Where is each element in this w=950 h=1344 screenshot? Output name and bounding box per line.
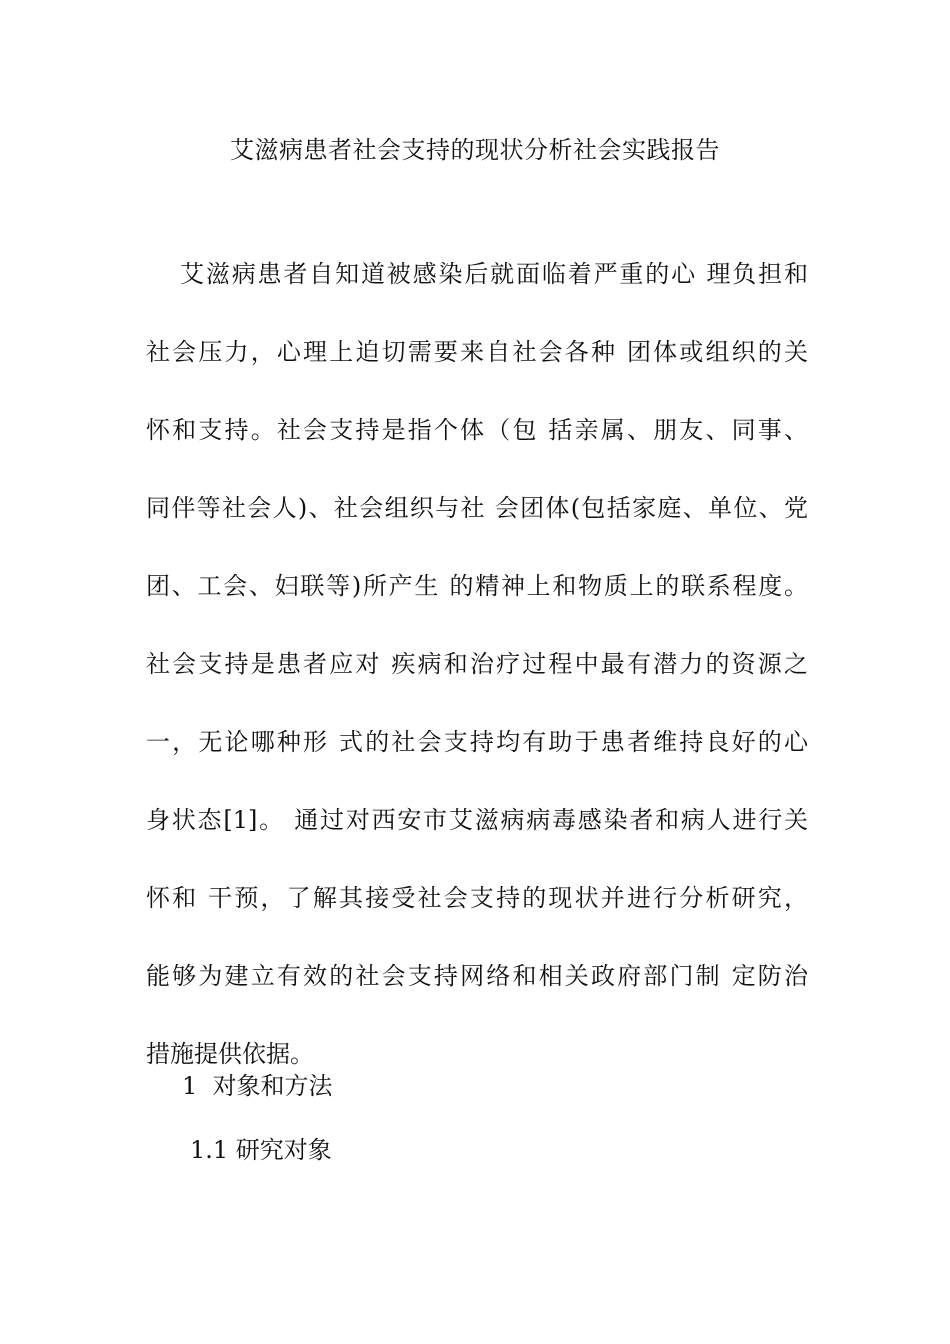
paragraph-line: 能够为建立有效的社会支持网络和相关政府部门制 定防治 bbox=[146, 962, 808, 990]
paragraph-line: 怀和 干预，了解其接受社会支持的现状并进行分析研究， bbox=[146, 884, 808, 912]
paragraph-line: 团、工会、妇联等)所产生 的精神上和物质上的联系程度。 bbox=[146, 572, 808, 600]
paragraph-line: 一，无论哪种形 式的社会支持均有助于患者维持良好的心 bbox=[146, 728, 808, 756]
intro-paragraph bbox=[146, 254, 808, 1068]
paragraph-line: 同伴等社会人)、社会组织与社 会团体(包括家庭、单位、党 bbox=[146, 494, 808, 522]
paragraph-line: 社会支持是患者应对 疾病和治疗过程中最有潜力的资源之 bbox=[146, 650, 808, 678]
subsection-heading: 1.1 研究对象 bbox=[190, 1136, 332, 1164]
paragraph-line: 怀和支持。社会支持是指个体（包 括亲属、朋友、同事、 bbox=[146, 416, 808, 444]
paragraph-line: 艾滋病患者自知道被感染后就面临着严重的心 理负担和 bbox=[180, 260, 808, 288]
paragraph-line: 身状态[1]。 通过对西安市艾滋病病毒感染者和病人进行关 bbox=[146, 806, 808, 834]
section-heading: 1 对象和方法 bbox=[182, 1072, 333, 1100]
paragraph-line: 社会压力，心理上迫切需要来自社会各种 团体或组织的关 bbox=[146, 338, 808, 366]
document-title: 艾滋病患者社会支持的现状分析社会实践报告 bbox=[230, 136, 720, 164]
paragraph-line: 措施提供依据。 bbox=[146, 1040, 314, 1068]
